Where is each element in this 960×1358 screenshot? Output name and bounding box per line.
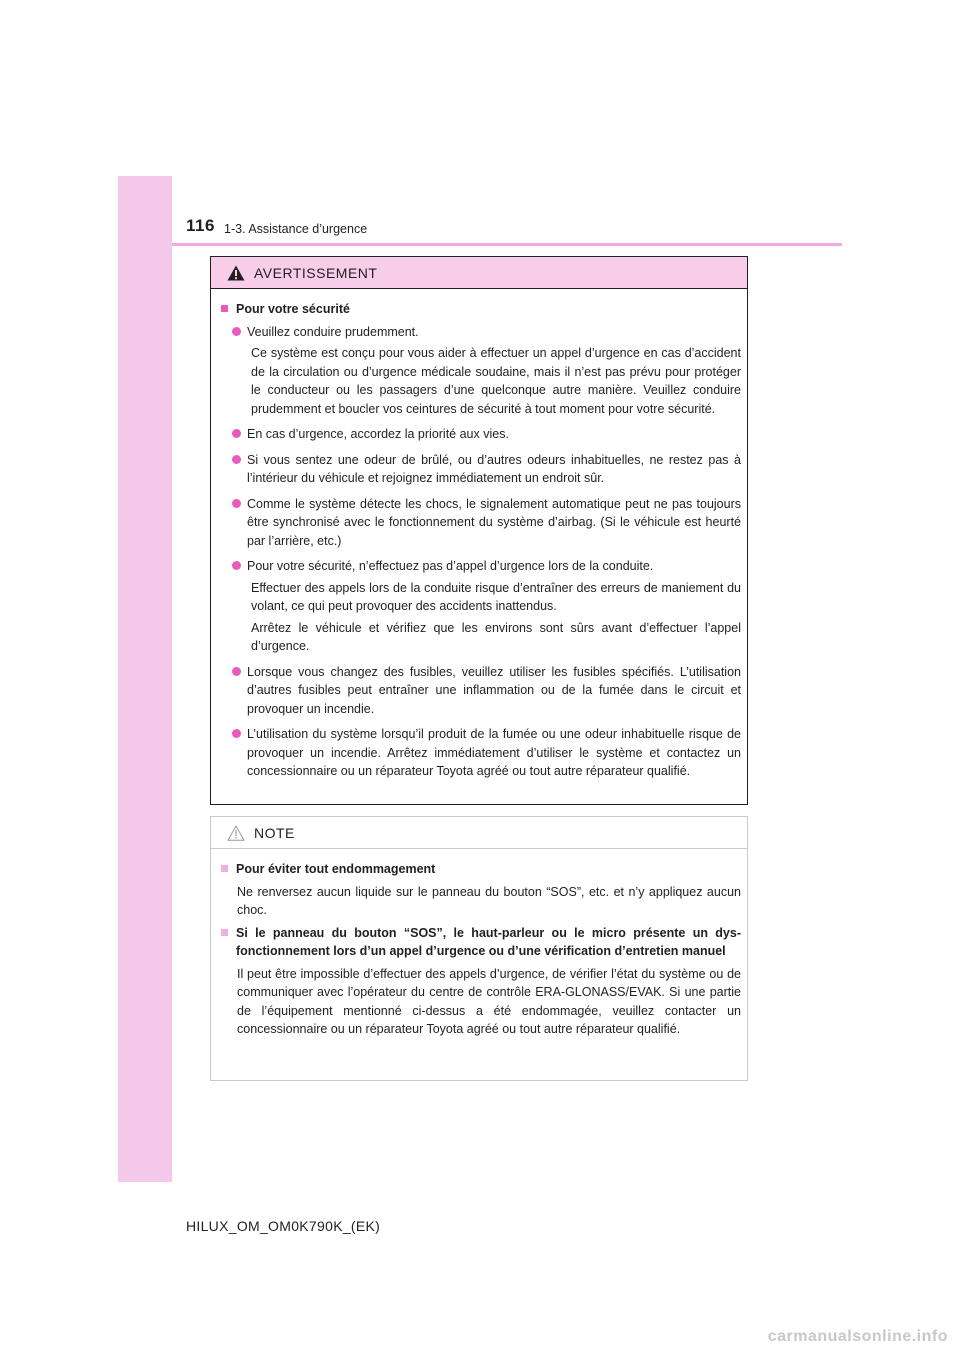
bullet-dot-icon — [232, 561, 241, 570]
watermark: carmanualsonline.info — [767, 1328, 948, 1345]
bullet-dot-icon — [232, 429, 241, 438]
warning-body — [211, 289, 747, 781]
note-heading: Si le panneau du bouton “SOS”, le haut-parleur ou le micro présente un dysfonctionnement lors d’un appel d’urgence ou d’une vérification d’entretien manuel — [220, 924, 741, 961]
note-heading: Pour éviter tout endommagement — [220, 860, 741, 879]
warning-item: Comme le système détecte les chocs, le signalement automatique peut ne pas toujours être synchronisé avec le fonctionnement du système d’airbag. (Si le véhicule est heurté par l’arrière, etc.) — [220, 495, 741, 551]
note-box — [210, 816, 748, 1081]
page-side-tab — [118, 176, 172, 1182]
bullet-dot-icon — [232, 499, 241, 508]
warning-item: En cas d’urgence, accordez la priorité aux vies. — [220, 425, 741, 444]
warning-item: L’utilisation du système lorsqu’il produit de la fumée ou une odeur inhabituelle risque de provoquer un incendie. Arrêtez immédiatement d’utiliser le système et contactez un concessionnaire ou un réparateur Toyota agréé ou tout autre réparateur qualifié. — [220, 725, 741, 781]
warning-header — [211, 257, 747, 289]
note-paragraph: Il peut être impossible d’effectuer des appels d’urgence, de vérifier l’état du système ou de communiquer avec l’opérateur du centre de contrôle ERA-GLONASS/EVAK. Si une partie de l’équipement mentionné ci-dessus a été endommagée, veuillez contacter un concessionnaire ou un réparateur Toyota agréé ou tout autre réparateur qualifié. — [237, 966, 741, 1036]
warning-item: Si vous sentez une odeur de brûlé, ou d’autres odeurs inhabituelles, ne restez pas à l’intérieur du véhicule et rejoignez immédiatement un endroit sûr. — [220, 451, 741, 488]
bullet-dot-icon — [232, 455, 241, 464]
note-header — [211, 817, 747, 849]
note-body — [211, 849, 747, 1039]
square-bullet-icon — [221, 865, 228, 872]
bullet-dot-icon — [232, 667, 241, 676]
warning-box — [210, 256, 748, 805]
warning-title: AVERTISSEMENT — [254, 264, 378, 281]
note-paragraph: Ne renversez aucun liquide sur le panneau du bouton “SOS”, etc. et n’y appliquez aucun choc. — [237, 884, 741, 917]
caution-triangle-icon — [227, 825, 245, 841]
document-code: HILUX_OM_OM0K790K_(EK) — [186, 1218, 381, 1234]
warning-paragraph: Arrêtez le véhicule et vérifiez que les environs sont sûrs avant d’effectuer l’appel d’urgence. — [251, 620, 741, 653]
square-bullet-icon — [221, 305, 228, 312]
note-title: NOTE — [254, 824, 295, 841]
warning-heading: Pour votre sécurité — [220, 300, 741, 319]
bullet-dot-icon — [232, 729, 241, 738]
warning-item: Pour votre sécurité, n’effectuez pas d’appel d’urgence lors de la conduite. — [220, 557, 741, 576]
warning-item: Veuillez conduire prudemment. — [220, 323, 741, 342]
warning-triangle-icon — [227, 265, 245, 281]
page-number: 116 — [186, 216, 215, 235]
warning-item: Lorsque vous changez des fusibles, veuillez utiliser les fusibles spécifiés. L’utilisation d’autres fusibles peut entraîner une inflammation ou de la fumée dans le circuit et provoquer un incendie. — [220, 663, 741, 719]
warning-paragraph: Effectuer des appels lors de la conduite risque d’entraîner des erreurs de maniement du volant, ce qui peut provoquer des accidents inattendus. — [251, 580, 741, 613]
bullet-dot-icon — [232, 327, 241, 336]
square-bullet-icon — [221, 929, 228, 936]
section-title: 1-3. Assistance d’urgence — [224, 222, 368, 236]
warning-paragraph: Ce système est conçu pour vous aider à effectuer un appel d’urgence en cas d’accident de la circulation ou d’urgence médicale soudaine, mais il n’est pas prévu pour protéger le conducteur ou les passagers d’une quelconque autre manière. Veuillez conduire prudemment et boucler vos ceintures de sécurité à tout moment pour votre sécurité. — [251, 346, 741, 416]
header-rule — [172, 243, 842, 246]
